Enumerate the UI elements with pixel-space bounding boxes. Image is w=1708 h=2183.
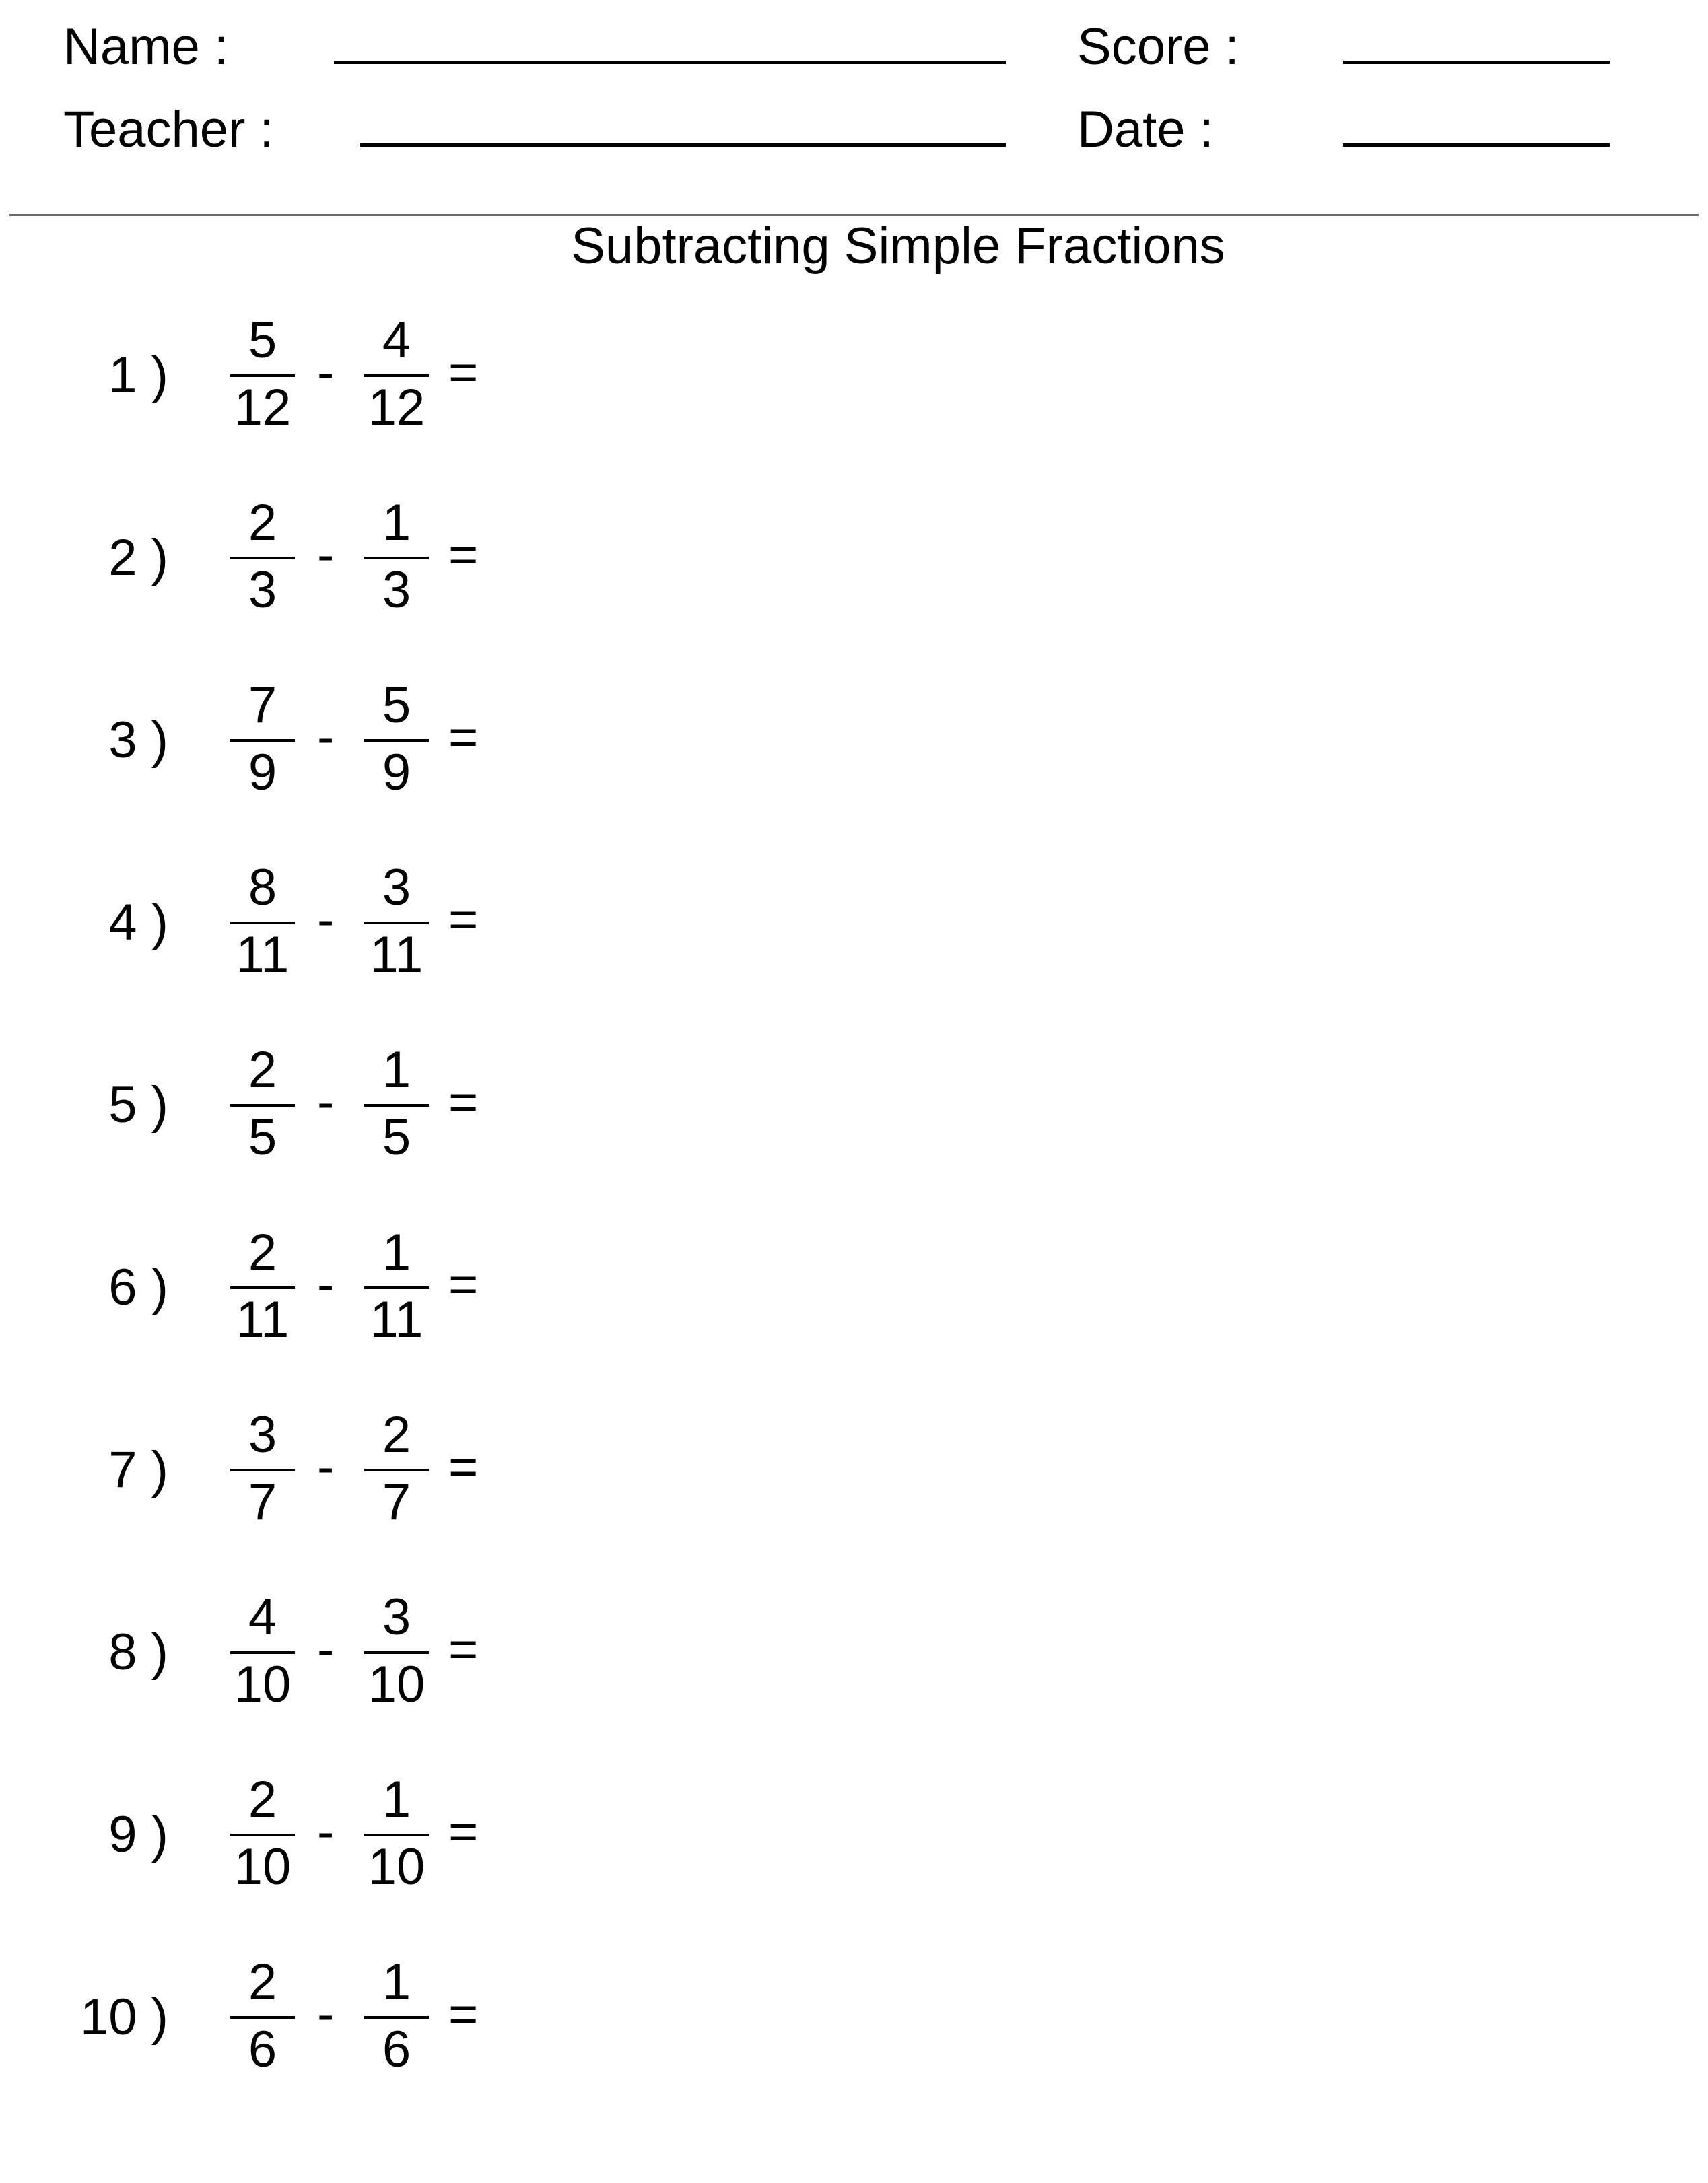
equals-sign: = — [448, 1986, 479, 2043]
date-field[interactable] — [1343, 143, 1610, 147]
fraction-bar — [364, 374, 429, 377]
minus-sign: - — [317, 891, 335, 948]
fraction-bar — [230, 1651, 295, 1654]
name-field[interactable] — [334, 61, 1006, 64]
equals-sign: = — [448, 1256, 479, 1313]
numerator: 1 — [382, 1953, 411, 2011]
fraction-minuend — [229, 1222, 296, 1356]
fraction-minuend — [229, 1769, 296, 1904]
fraction-bar — [230, 1286, 295, 1289]
problem — [0, 1951, 673, 2086]
problem-number: 4 ) — [108, 894, 168, 951]
numerator: 4 — [248, 1589, 277, 1646]
denominator: 6 — [248, 2021, 277, 2078]
minus-sign: - — [317, 709, 335, 766]
numerator: 3 — [382, 1589, 411, 1646]
fraction-minuend — [229, 1404, 296, 1539]
numerator: 1 — [382, 1224, 411, 1281]
denominator: 7 — [248, 1474, 277, 1531]
denominator: 12 — [234, 379, 292, 436]
equals-sign: = — [448, 709, 479, 766]
numerator: 3 — [382, 859, 411, 916]
denominator: 3 — [382, 561, 411, 619]
fraction-bar — [364, 1651, 429, 1654]
denominator: 5 — [248, 1109, 277, 1166]
problem-number: 3 ) — [108, 712, 168, 769]
fraction-subtrahend — [363, 1222, 430, 1356]
denominator: 9 — [248, 744, 277, 801]
numerator: 2 — [248, 1224, 277, 1281]
fraction-subtrahend — [363, 1951, 430, 2086]
minus-sign: - — [317, 1439, 335, 1496]
problem — [0, 1404, 673, 1539]
fraction-bar — [230, 557, 295, 559]
equals-sign: = — [448, 526, 479, 584]
minus-sign: - — [317, 526, 335, 584]
denominator: 10 — [234, 1656, 292, 1713]
denominator: 11 — [370, 926, 423, 983]
fraction-subtrahend — [363, 1039, 430, 1174]
equals-sign: = — [448, 344, 479, 401]
denominator: 5 — [382, 1109, 411, 1166]
denominator: 9 — [382, 744, 411, 801]
problem-number: 5 ) — [108, 1076, 168, 1134]
denominator: 11 — [370, 1291, 423, 1348]
equals-sign: = — [448, 891, 479, 948]
minus-sign: - — [317, 1803, 335, 1861]
date-label: Date : — [1077, 101, 1214, 158]
fraction-bar — [364, 2016, 429, 2019]
header-divider — [9, 214, 1699, 216]
problem-number: 2 ) — [108, 529, 168, 586]
numerator: 4 — [382, 312, 411, 369]
denominator: 10 — [368, 1656, 425, 1713]
fraction-subtrahend — [363, 674, 430, 809]
denominator: 11 — [236, 1291, 289, 1348]
minus-sign: - — [317, 1256, 335, 1313]
denominator: 10 — [234, 1838, 292, 1896]
fraction-subtrahend — [363, 1404, 430, 1539]
numerator: 2 — [382, 1406, 411, 1463]
problem-number: 6 ) — [108, 1259, 168, 1316]
fraction-minuend — [229, 674, 296, 809]
fraction-minuend — [229, 857, 296, 992]
fraction-subtrahend — [363, 310, 430, 444]
fraction-minuend — [229, 310, 296, 444]
denominator: 10 — [368, 1838, 425, 1896]
fraction-bar — [364, 1834, 429, 1836]
problem-number: 1 ) — [108, 347, 168, 404]
fraction-bar — [230, 374, 295, 377]
problem — [0, 1587, 673, 1721]
fraction-bar — [364, 557, 429, 559]
numerator: 1 — [382, 494, 411, 551]
fraction-subtrahend — [363, 1587, 430, 1721]
problem-number: 7 ) — [108, 1441, 168, 1498]
fraction-minuend — [229, 492, 296, 627]
problem — [0, 1769, 673, 1904]
minus-sign: - — [317, 344, 335, 401]
fraction-bar — [364, 739, 429, 742]
denominator: 3 — [248, 561, 277, 619]
fraction-bar — [364, 922, 429, 924]
equals-sign: = — [448, 1803, 479, 1861]
equals-sign: = — [448, 1074, 479, 1131]
fraction-minuend — [229, 1039, 296, 1174]
denominator: 7 — [382, 1474, 411, 1531]
fraction-bar — [230, 1104, 295, 1107]
minus-sign: - — [317, 1986, 335, 2043]
numerator: 2 — [248, 1041, 277, 1099]
fraction-bar — [230, 739, 295, 742]
numerator: 7 — [248, 677, 277, 734]
minus-sign: - — [317, 1621, 335, 1678]
numerator: 2 — [248, 494, 277, 551]
fraction-bar — [230, 1834, 295, 1836]
denominator: 11 — [236, 926, 289, 983]
numerator: 8 — [248, 859, 277, 916]
problem — [0, 857, 673, 992]
problem — [0, 1222, 673, 1356]
problem — [0, 492, 673, 627]
score-label: Score : — [1077, 18, 1239, 75]
problem — [0, 310, 673, 444]
minus-sign: - — [317, 1074, 335, 1131]
denominator: 6 — [382, 2021, 411, 2078]
fraction-bar — [230, 922, 295, 924]
worksheet-title: Subtracting Simple Fractions — [571, 217, 1225, 275]
numerator: 1 — [382, 1771, 411, 1828]
numerator: 2 — [248, 1953, 277, 2011]
fraction-subtrahend — [363, 1769, 430, 1904]
problem-number: 9 ) — [108, 1806, 168, 1863]
fraction-bar — [364, 1286, 429, 1289]
teacher-label: Teacher : — [63, 101, 274, 158]
problem-number: 8 ) — [108, 1624, 168, 1681]
numerator: 2 — [248, 1771, 277, 1828]
fraction-bar — [230, 2016, 295, 2019]
score-field[interactable] — [1343, 61, 1610, 64]
numerator: 3 — [248, 1406, 277, 1463]
name-label: Name : — [63, 18, 228, 75]
equals-sign: = — [448, 1621, 479, 1678]
problem-number: 10 ) — [80, 1988, 168, 2046]
fraction-bar — [230, 1469, 295, 1471]
problem — [0, 674, 673, 809]
numerator: 5 — [382, 677, 411, 734]
equals-sign: = — [448, 1439, 479, 1496]
fraction-bar — [364, 1469, 429, 1471]
numerator: 5 — [248, 312, 277, 369]
fraction-subtrahend — [363, 857, 430, 992]
numerator: 1 — [382, 1041, 411, 1099]
fraction-minuend — [229, 1587, 296, 1721]
denominator: 12 — [368, 379, 425, 436]
fraction-minuend — [229, 1951, 296, 2086]
fraction-subtrahend — [363, 492, 430, 627]
teacher-field[interactable] — [360, 143, 1006, 147]
fraction-bar — [364, 1104, 429, 1107]
problem — [0, 1039, 673, 1174]
